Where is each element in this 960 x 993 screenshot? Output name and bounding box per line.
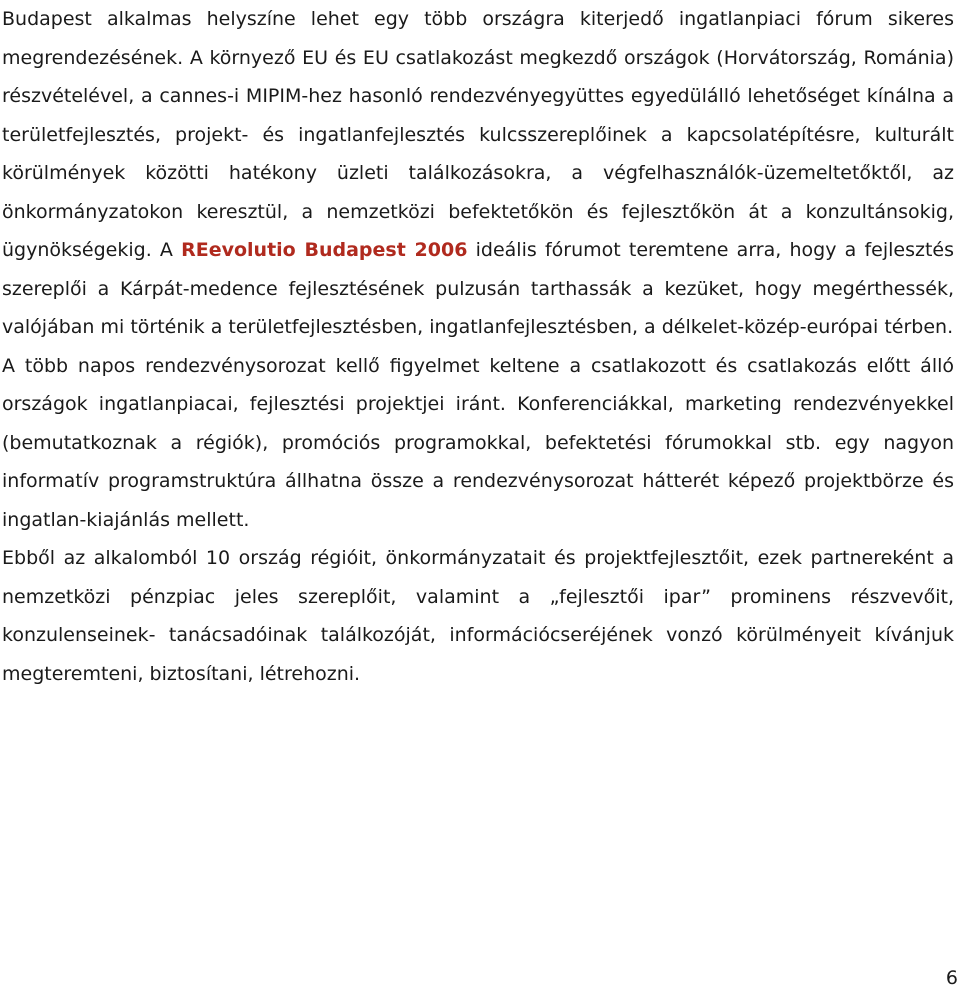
paragraph-2: A több napos rendezvénysorozat kellő figyelmet keltene a csatlakozott és csatlakozás előtt álló országok ingatlanpiacai, fejlesztési projektjei iránt. Konferenciákkal, marketing rendezvényekkel (bemutatkoznak a régiók), promóciós programokkal, befektetési fórumokkal stb. egy nagyon informatív programstruktúra állhatna össze a rendezvénysorozat hátterét képező projektbörze és ingatlan-kiajánlás mellett. [2, 354, 954, 531]
paragraph-1-text-before: Budapest alkalmas helyszíne lehet egy több országra kiterjedő ingatlanpiaci fórum sikeres megrendezésének. A környező EU és EU csatlakozást megkezdő országok (Horvátország, Románia) részvételével, a cannes-i MIPIM-hez hasonló rendezvényegyüttes egyedülálló lehetőséget kínálna a területfejlesztés, projekt- és ingatlanfejlesztés kulcsszereplőinek a kapcsolatépítésre, kulturált körülmények közötti hatékony üzleti találkozásokra, a végfelhasználók-üzemeltetőktől, az önkormányzatokon keresztül, a nemzetközi befektetőkön és fejlesztőkön át a konzultánsokig, ügynökségekig. A [2, 8, 954, 261]
paragraph-1-text-after: ideális fórumot teremtene arra, hogy a fejlesztés szereplői a Kárpát-medence fejlesztésének pulzusán tarthassák a kezüket, hogy megérthessék, valójában mi történik a területfejlesztésben, ingatlanfejlesztésben, a délkelet-közép-európai térben. [2, 239, 954, 338]
paragraph-1 [2, 0, 954, 347]
event-name-highlight: REevolutio Budapest 2006 [181, 239, 468, 261]
body-text [2, 0, 954, 693]
paragraph-3: Ebből az alkalomból 10 ország régióit, önkormányzatait és projektfejlesztőit, ezek partnereként a nemzetközi pénzpiac jeles szereplőit, valamint a „fejlesztői ipar” prominens részvevőit, konzulenseinek- tanácsadóinak találkozóját, információcseréjének vonzó körülményeit kívánjuk megteremteni, biztosítani, létrehozni. [2, 547, 954, 685]
page-number: 6 [945, 967, 958, 989]
